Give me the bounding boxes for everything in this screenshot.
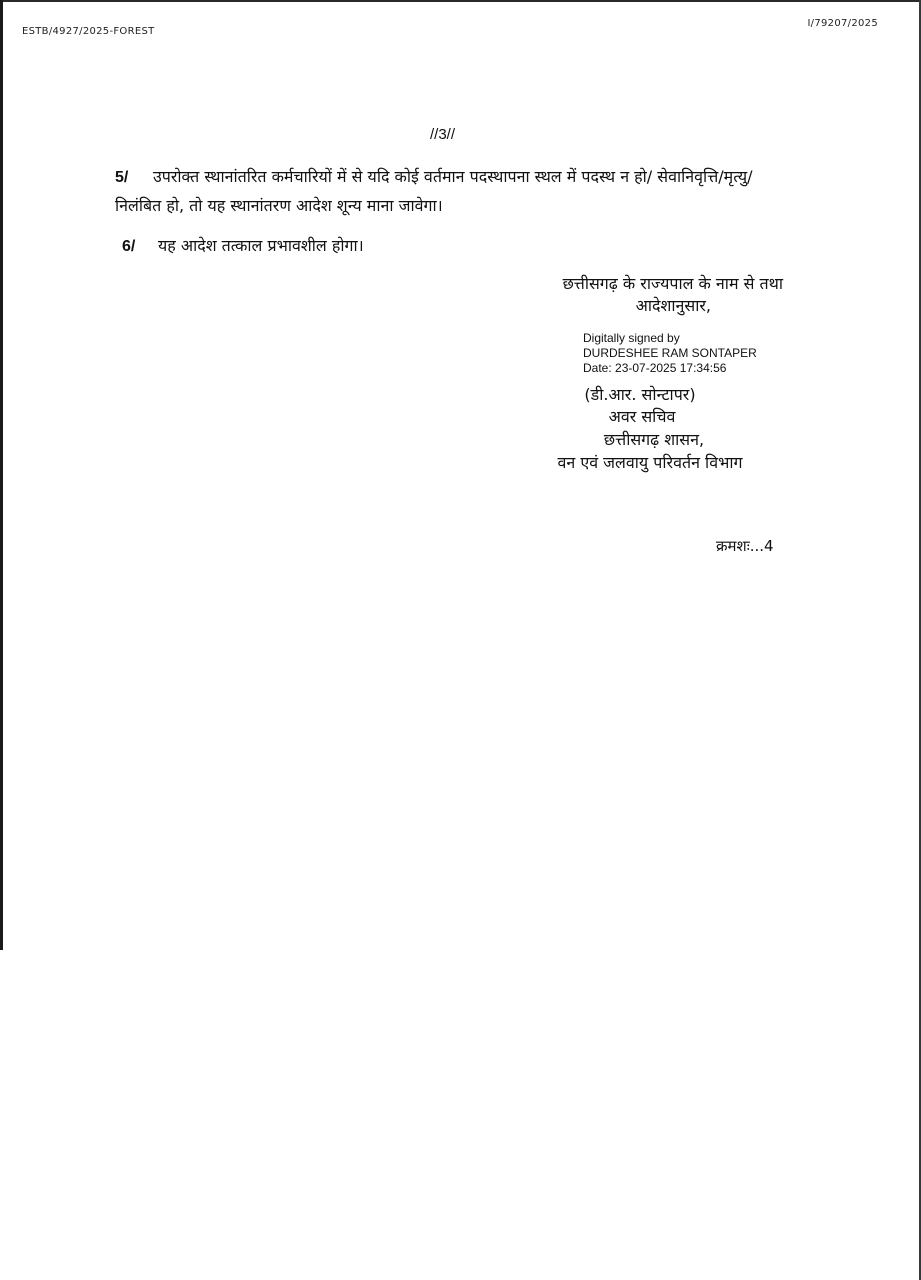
- officer-department: वन एवं जलवायु परिवर्तन विभाग: [557, 453, 743, 472]
- officer-government: छत्तीसगढ़ शासन,: [603, 430, 705, 449]
- continuation-marker: क्रमशः...4: [716, 537, 774, 555]
- page-border-top: [0, 0, 921, 2]
- authority-line-1: छत्तीसगढ़ के राज्यपाल के नाम से तथा: [562, 274, 783, 293]
- officer-name: (डी.आर. सोन्टापर): [584, 385, 696, 404]
- signature-label: Digitally signed by: [583, 331, 680, 345]
- paragraph-number: 6/: [122, 238, 136, 255]
- officer-designation: अवर सचिव: [608, 407, 676, 426]
- document-reference: I/79207/2025: [807, 18, 878, 29]
- signature-date: Date: 23-07-2025 17:34:56: [583, 361, 727, 375]
- page-marker: //3//: [430, 126, 456, 143]
- signer-name: DURDESHEE RAM SONTAPER: [583, 346, 757, 360]
- page-border-left: [0, 0, 3, 950]
- paragraph-number: 5/: [115, 169, 129, 186]
- paragraph-6: [122, 232, 722, 261]
- paragraph-5: [115, 163, 795, 220]
- digital-signature-block: [583, 331, 757, 376]
- paragraph-text: उपरोक्त स्थानांतरित कर्मचारियों में से यदि कोई वर्तमान पदस्थापना स्थल में पदस्थ न हो/ सेवानिवृत्ति/मृत्यु/निलंबित हो, तो यह स्थानांतरण आदेश शून्य माना जावेगा।: [115, 167, 753, 215]
- paragraph-text: यह आदेश तत्काल प्रभावशील होगा।: [158, 236, 364, 255]
- file-reference: ESTB/4927/2025-FOREST: [22, 26, 155, 37]
- authority-line-2: आदेशानुसार,: [635, 296, 711, 315]
